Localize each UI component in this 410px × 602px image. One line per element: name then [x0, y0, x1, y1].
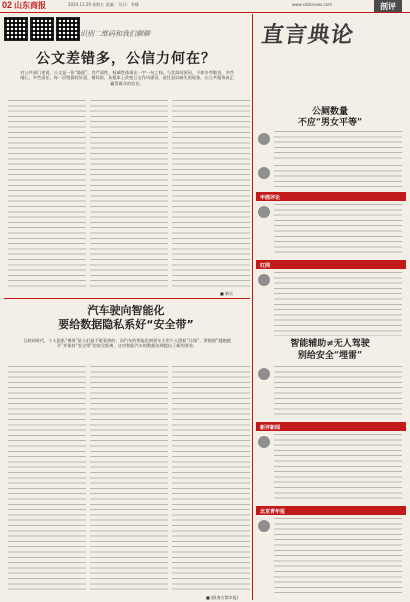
second-article-title-line2: 要给数据隐私系好“安全带”	[58, 318, 194, 331]
section-header: 申画评论	[256, 192, 406, 201]
comment-text	[274, 131, 402, 161]
comment-text	[274, 366, 402, 418]
article-column	[8, 366, 86, 594]
issue-meta: 2024.11.29 星期五 责编： 设计：李娜	[68, 2, 139, 7]
article-column	[172, 366, 250, 594]
qr-code-icon[interactable]	[4, 17, 28, 41]
avatar	[258, 167, 270, 179]
avatar	[258, 274, 270, 286]
main-article-lead: 对公共部门来说，公文是一张“脸面”，其严肃性、权威性体现在一字一句之间。与其纠结原因，不如多些敬畏，多些细心，多些责任，每一层级都较好责，堵好防，从根本上改变公文作风建设，责任意识缺失的现象，让公共服务真正赢得群众的信任。	[20, 70, 234, 86]
page-number: 02	[2, 0, 13, 10]
box1-title-line1: 公厕数量	[311, 107, 348, 117]
avatar	[258, 368, 270, 380]
column-divider	[252, 14, 253, 600]
avatar	[258, 436, 270, 448]
box2-title-line1: 智能辅助≠无人驾驶	[290, 339, 370, 349]
divider	[4, 298, 250, 299]
article-column	[172, 100, 250, 290]
box2-title-line2: 别给安全“埋雷”	[297, 351, 363, 361]
comment-text	[274, 165, 402, 187]
site-url[interactable]: www.sdsbnews.com	[291, 2, 332, 7]
comment-text	[274, 204, 402, 256]
qr-code-icon[interactable]	[56, 17, 80, 41]
section-header: 北京青年报	[256, 506, 406, 515]
column-brand-title	[260, 18, 356, 49]
article-column	[90, 366, 168, 594]
article-column	[90, 100, 168, 290]
page-header	[0, 0, 410, 13]
box1-title-line2: 不应“男女平等”	[297, 118, 363, 128]
qr-caption: 识别二维码和我们聊聊	[80, 30, 150, 38]
comment-text	[274, 518, 402, 596]
avatar	[258, 206, 270, 218]
qr-code-icon[interactable]	[30, 17, 54, 41]
second-article-title-line1: 汽车驶向智能化	[87, 304, 165, 317]
section-header: 红网	[256, 260, 406, 269]
column-brand-sub: 典论	[305, 22, 356, 48]
section-header: 新评新闻	[256, 422, 406, 431]
second-article-lead: 互联网时代，个人隐私“裸奔”是人们最不愿看到的；而汽车的智能化则要车主用个人隐私“让路”，要数据“越跑越开”并保持“安全带”的安全距离，这对智能汽车的数据治理提出了新的要求。	[23, 338, 231, 349]
article-credit: ■ 新京	[220, 291, 234, 296]
section-tag: 剖评	[374, 0, 402, 12]
paper-name: 山东商报	[14, 1, 46, 10]
comment-text	[274, 434, 402, 500]
article-credit: ■ 邵(商方都市报)	[206, 595, 239, 600]
column-brand-main: 直言	[259, 22, 310, 48]
article-column	[8, 100, 86, 290]
avatar	[258, 520, 270, 532]
avatar	[258, 133, 270, 145]
comment-text	[274, 272, 402, 336]
main-article-title: 公文差错多，公信力何在？	[36, 51, 216, 67]
